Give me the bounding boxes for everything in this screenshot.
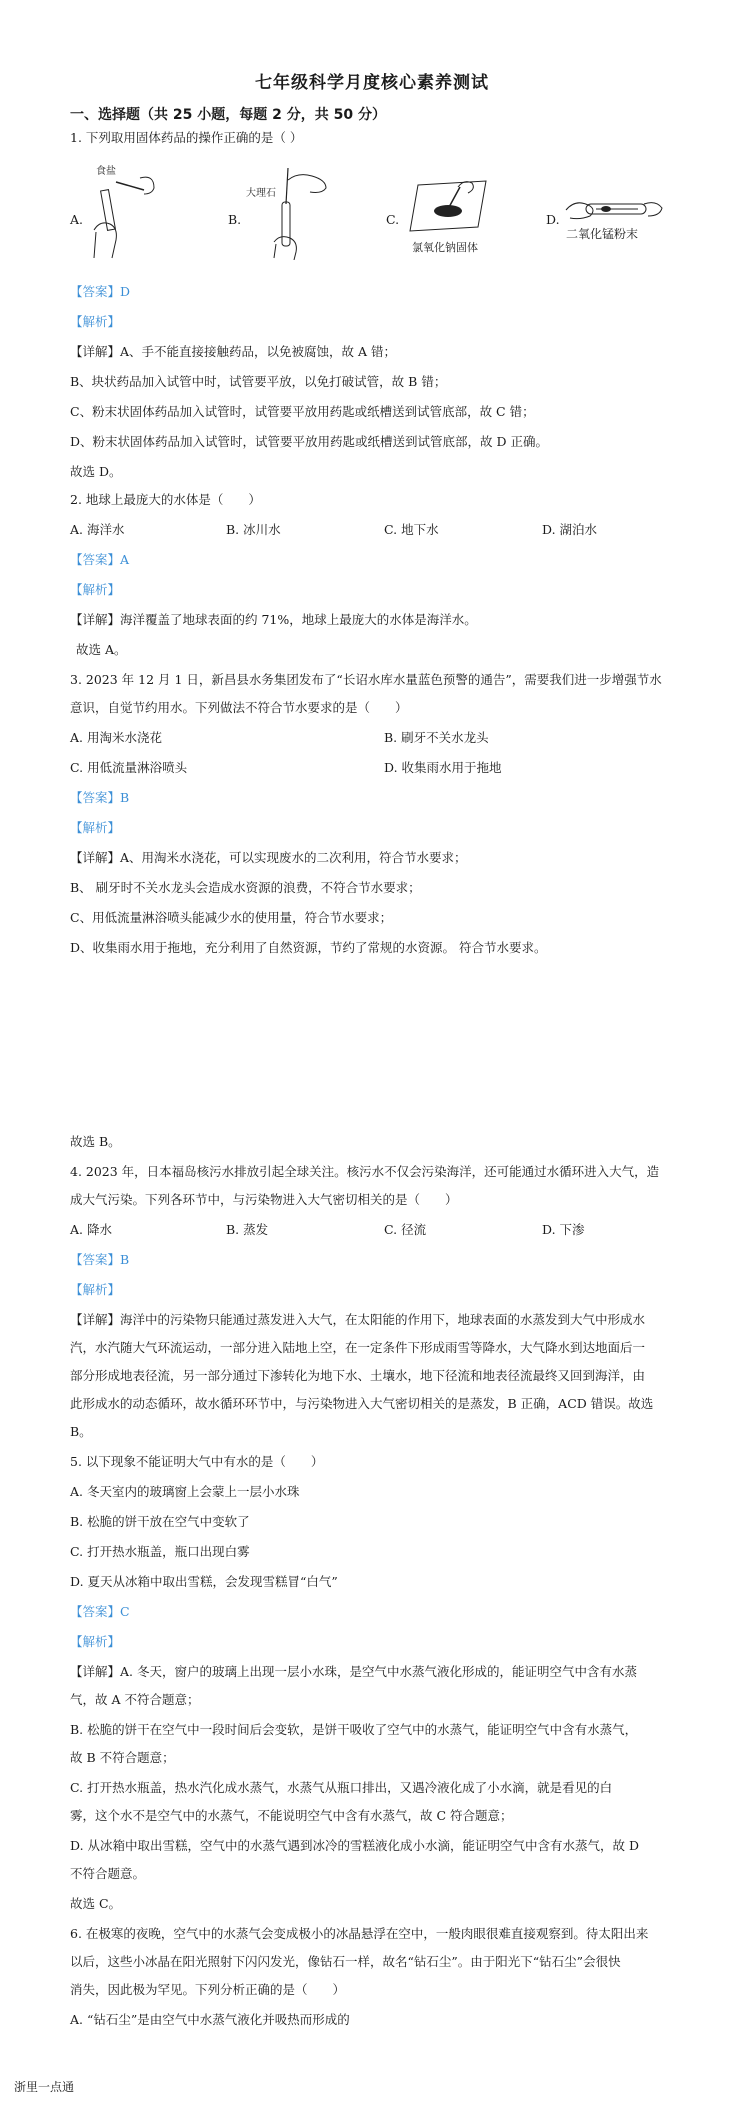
q1-image-c-label: 氯氧化钠固体 (412, 241, 478, 254)
q1-detail-line: D、粉末状固体药品加入试管时，试管要平放用药匙或纸槽送到试管底部，故 D 正确。 (70, 434, 548, 449)
q5-detail-line: D. 从冰箱中取出雪糕，空气中的水蒸气遇到冰冷的雪糕液化成小水滴，能证明空气中含有水蒸气，故 D (70, 1838, 640, 1853)
q3-detail-line: 【详解】A、用淘米水浇花，可以实现废水的二次利用，符合节水要求； (70, 850, 467, 865)
q3-option-a: A. 用淘米水浇花 (70, 730, 162, 745)
q3-detail-line: C、用低流量淋浴喷头能减少水的使用量，符合节水要求； (70, 910, 393, 925)
q2-option-d: D. 湖泊水 (542, 522, 598, 537)
q6-stem-line: 以后，这些小冰晶在阳光照射下闪闪发光，像钻石一样，故名“钻石尘”。由于阳光下“钻石尘”会很快 (70, 1954, 621, 1969)
q4-detail-line: 部分形成地表径流，另一部分通过下渗转化为地下水、土壤水，地下径流和地表径流最终又回到海洋，由 (70, 1368, 646, 1383)
q1-detail-line: 【详解】A、手不能直接接触药品，以免被腐蚀，故 A 错； (70, 344, 397, 359)
q3-option-c: C. 用低流量淋浴喷头 (70, 760, 188, 775)
q5-conclusion: 故选 C。 (70, 1896, 122, 1911)
q4-option-b: B. 蒸发 (226, 1222, 269, 1237)
q6-option-a: A. “钻石尘”是由空气中水蒸气液化并吸热而形成的 (70, 2012, 350, 2027)
q1-analysis-label: 【解析】 (70, 314, 121, 329)
q3-option-b: B. 刷牙不关水龙头 (384, 730, 489, 745)
page-title: 七年级科学月度核心素养测试 (255, 73, 489, 93)
q4-analysis-label: 【解析】 (70, 1282, 121, 1297)
q3-conclusion: 故选 B。 (70, 1134, 121, 1149)
q4-stem-line: 成大气污染。下列各环节中，与污染物进入大气密切相关的是（ ） (70, 1192, 458, 1207)
q5-detail-line: B. 松脆的饼干在空气中一段时间后会变软，是饼干吸收了空气中的水蒸气，能证明空气中含有水蒸气， (70, 1722, 638, 1737)
q2-stem: 2. 地球上最庞大的水体是（ ） (70, 492, 261, 507)
q5-option-b: B. 松脆的饼干放在空气中变软了 (70, 1514, 250, 1529)
q1-image-b-label: 大理石 (246, 188, 276, 199)
q1-option-d: D. (546, 212, 560, 227)
q5-detail-line: 不符合题意。 (70, 1866, 146, 1881)
q4-stem-line: 4. 2023 年，日本福岛核污水排放引起全球关注。核污水不仅会污染海洋，还可能通过水循环进入大气，造 (70, 1164, 660, 1179)
section-heading: 一、选择题（共 25 小题，每题 2 分，共 50 分） (70, 107, 386, 123)
footer-watermark: 浙里一点通 (14, 2080, 75, 2094)
q4-detail-line: 此形成水的动态循环，故水循环环节中，与污染物进入大气密切相关的是蒸发，B 正确，ACD 错误。故选 (70, 1396, 654, 1411)
q3-option-d: D. 收集雨水用于拖地 (384, 760, 502, 775)
q4-option-d: D. 下渗 (542, 1222, 585, 1237)
q5-stem: 5. 以下现象不能证明大气中有水的是（ ） (70, 1454, 324, 1469)
q4-option-a: A. 降水 (70, 1222, 112, 1237)
q3-answer: 【答案】B (70, 790, 130, 805)
q3-detail-line: B、 刷牙时不关水龙头会造成水资源的浪费，不符合节水要求； (70, 880, 421, 895)
q1-conclusion: 故选 D。 (70, 464, 122, 479)
q1-option-a: A. (70, 212, 84, 227)
q1-image-a (86, 160, 156, 260)
q5-option-d: D. 夏天从冰箱中取出雪糕，会发现雪糕冒“白气” (70, 1574, 338, 1589)
q2-answer: 【答案】A (70, 552, 130, 567)
q3-analysis-label: 【解析】 (70, 820, 121, 835)
q5-detail-line: C. 打开热水瓶盖，热水汽化成水蒸气，水蒸气从瓶口排出，又遇冷液化成了小水滴，就是看见的白 (70, 1780, 613, 1795)
q1-option-c: C. (386, 212, 400, 227)
q5-detail-line: 雾，这个水不是空气中的水蒸气，不能说明空气中含有水蒸气，故 C 符合题意； (70, 1808, 513, 1823)
q3-detail-line: D、收集雨水用于拖地，充分利用了自然资源，节约了常规的水资源。 符合节水要求。 (70, 940, 547, 955)
q2-option-b: B. 冰川水 (226, 522, 281, 537)
q2-detail-line: 【详解】海洋覆盖了地球表面的约 71%，地球上最庞大的水体是海洋水。 (70, 612, 477, 627)
q2-option-c: C. 地下水 (384, 522, 439, 537)
q1-option-b: B. (228, 212, 242, 227)
q4-detail-line: B。 (70, 1424, 92, 1439)
q1-image-d (562, 190, 672, 250)
q2-option-a: A. 海洋水 (70, 522, 125, 537)
q5-detail-line: 【详解】A. 冬天，窗户的玻璃上出现一层小水珠，是空气中水蒸气液化形成的，能证明空气中含有水蒸 (70, 1664, 637, 1679)
q4-detail-line: 汽，水汽随大气环流运动，一部分进入陆地上空，在一定条件下形成雨雪等降水，大气降水到达地面后一 (70, 1340, 646, 1355)
q4-detail-line: 【详解】海洋中的污染物只能通过蒸发进入大气，在太阳能的作用下，地球表面的水蒸发到大气中形成水 (70, 1312, 646, 1327)
q1-stem: 1. 下列取用固体药品的操作正确的是（ ） (70, 130, 303, 145)
q4-answer: 【答案】B (70, 1252, 130, 1267)
q5-option-c: C. 打开热水瓶盖，瓶口出现白雾 (70, 1544, 250, 1559)
q4-option-c: C. 径流 (384, 1222, 427, 1237)
q6-stem-line: 6. 在极寒的夜晚，空气中的水蒸气会变成极小的冰晶悬浮在空中，一般肉眼很难直接观察到。待太阳出来 (70, 1926, 649, 1941)
q1-image-b (244, 160, 334, 260)
q3-stem-line: 意识，自觉节约用水。下列做法不符合节水要求的是（ ） (70, 700, 408, 715)
q5-detail-line: 故 B 不符合题意； (70, 1750, 175, 1765)
q1-detail-line: C、粉末状固体药品加入试管时，试管要平放用药匙或纸槽送到试管底部，故 C 错； (70, 404, 535, 419)
q1-image-c (402, 175, 498, 257)
q1-image-a-label: 食盐 (96, 166, 116, 177)
q5-detail-line: 气，故 A 不符合题意； (70, 1692, 200, 1707)
q2-analysis-label: 【解析】 (70, 582, 121, 597)
q3-stem-line: 3. 2023 年 12 月 1 日，新昌县水务集团发布了“长诏水库水量蓝色预警的通告”，需要我们进一步增强节水 (70, 672, 662, 687)
q1-answer: 【答案】D (70, 284, 131, 299)
q6-stem-line: 消失，因此极为罕见。下列分析正确的是（ ） (70, 1982, 346, 1997)
q5-analysis-label: 【解析】 (70, 1634, 121, 1649)
q5-option-a: A. 冬天室内的玻璃窗上会蒙上一层小水珠 (70, 1484, 300, 1499)
q5-answer: 【答案】C (70, 1604, 130, 1619)
q1-detail-line: B、块状药品加入试管中时，试管要平放，以免打破试管，故 B 错； (70, 374, 447, 389)
q2-conclusion: 故选 A。 (76, 642, 127, 657)
q1-image-d-label: 二氧化锰粉末 (566, 227, 639, 241)
